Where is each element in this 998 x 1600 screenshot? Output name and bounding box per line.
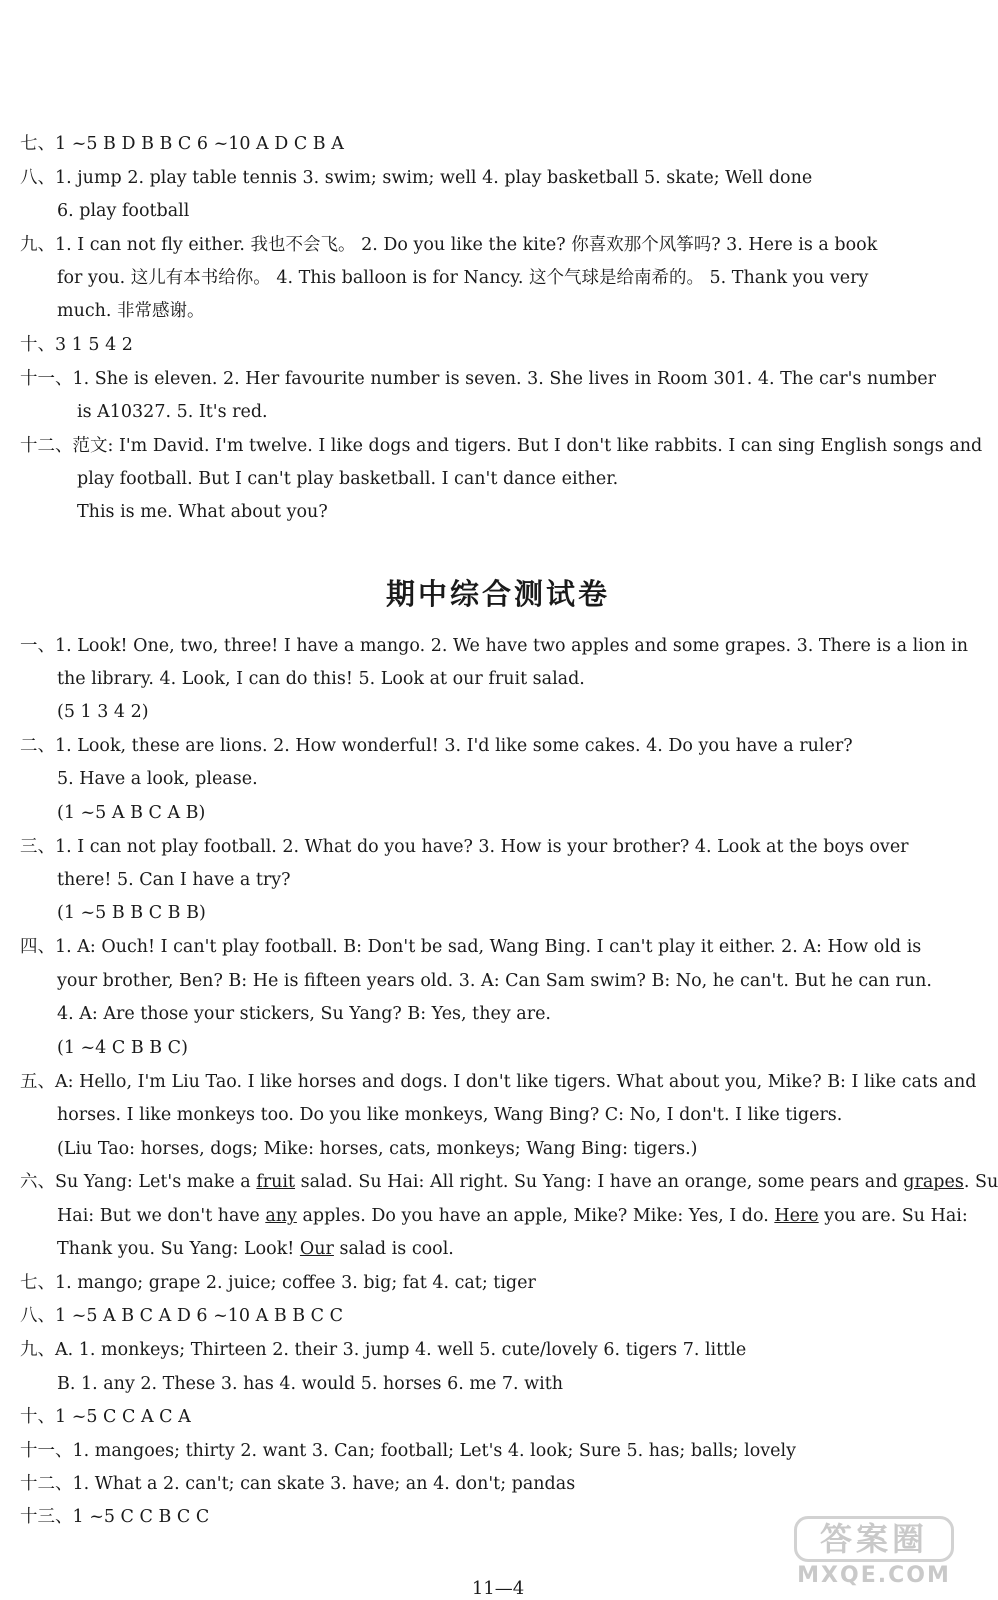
underlined-word: grapes (903, 1172, 964, 1192)
answer-line: 九、1. I can not fly either. 我也不会飞。 2. Do you like the kite? 你喜欢那个风筝吗? 3. Here is a book (20, 235, 878, 255)
answer-line: 十一、1. She is eleven. 2. Her favourite number is seven. 3. She lives in Room 301. 4. The car's number (20, 369, 937, 389)
page-number: 11—4 (471, 1578, 525, 1599)
answer-line: 十、3 1 5 4 2 (20, 335, 133, 355)
answer-line: much. 非常感谢。 (57, 301, 205, 321)
answer-line: 四、1. A: Ouch! I can't play football. B: Don't be sad, Wang Bing. I can't play it either. 2. A: How old is (20, 937, 922, 957)
answer-line: 七、1 ~5 B D B B C 6 ~10 A D C B A (20, 134, 344, 154)
answer-line: the library. 4. Look, I can do this! 5. Look at our fruit salad. (57, 669, 585, 689)
underlined-word: fruit (256, 1172, 296, 1192)
answer-line-section-6-3: Thank you. Su Yang: Look! Our salad is cool. (57, 1239, 454, 1259)
answer-line: 二、1. Look, these are lions. 2. How wonderful! 3. I'd like some cakes. 4. Do you have a ruler? (20, 736, 853, 756)
answer-line: is A10327. 5. It's red. (77, 402, 268, 422)
answer-line: 十二、1. What a 2. can't; can skate 3. have; an 4. don't; pandas (20, 1474, 576, 1494)
answer-line-section-6-1: 六、Su Yang: Let's make a fruit salad. Su Hai: All right. Su Yang: I have an orange, some pears and grapes. Su (20, 1172, 998, 1192)
answer-line: 五、A: Hello, I'm Liu Tao. I like horses and dogs. I don't like tigers. What about you, Mike? B: I like cats and (20, 1072, 977, 1092)
answer-line: 十、1 ~5 C C A C A (20, 1407, 191, 1427)
answer-line: horses. I like monkeys too. Do you like monkeys, Wang Bing? C: No, I don't. I like tigers. (57, 1105, 843, 1125)
answer-line: 一、1. Look! One, two, three! I have a mango. 2. We have two apples and some grapes. 3. There is a lion in (20, 636, 969, 656)
answer-line: for you. 这儿有本书给你。 4. This balloon is for Nancy. 这个气球是给南希的。 5. Thank you very (57, 268, 869, 288)
answer-line: 七、1. mango; grape 2. juice; coffee 3. big; fat 4. cat; tiger (20, 1273, 536, 1293)
answer-line: B. 1. any 2. These 3. has 4. would 5. horses 6. me 7. with (57, 1374, 563, 1394)
answer-line: 十二、范文: I'm David. I'm twelve. I like dogs and tigers. But I don't like rabbits. I can sing English songs and (20, 436, 983, 456)
watermark-logo (774, 1516, 974, 1588)
answer-line: there! 5. Can I have a try? (57, 870, 291, 890)
answer-line: (5 1 3 4 2) (57, 702, 149, 722)
underlined-word: Our (299, 1239, 334, 1259)
answer-line: 5. Have a look, please. (57, 769, 258, 789)
watermark-site-text: MXQE.COM (797, 1563, 951, 1588)
answer-line: 6. play football (57, 201, 190, 221)
answer-line: (Liu Tao: horses, dogs; Mike: horses, cats, monkeys; Wang Bing: tigers.) (57, 1139, 698, 1159)
answer-line: 九、A. 1. monkeys; Thirteen 2. their 3. jump 4. well 5. cute/lovely 6. tigers 7. little (20, 1340, 747, 1360)
section-title: 期中综合测试卷 (385, 577, 610, 611)
answer-line-section-6-2: Hai: But we don't have any apples. Do you have an apple, Mike? Mike: Yes, I do. Here you are. Su Hai: (57, 1206, 968, 1226)
underlined-word: Here (774, 1206, 819, 1226)
answer-line: 4. A: Are those your stickers, Su Yang? B: Yes, they are. (57, 1004, 551, 1024)
answer-line: your brother, Ben? B: He is fifteen years old. 3. A: Can Sam swim? B: No, he can't. But he can run. (57, 971, 932, 991)
answer-line: 八、1 ~5 A B C A D 6 ~10 A B B C C (20, 1306, 344, 1326)
answer-line: (1 ~5 B B C B B) (57, 903, 206, 923)
answer-line: 十一、1. mangoes; thirty 2. want 3. Can; football; Let's 4. look; Sure 5. has; balls; lovely (20, 1441, 796, 1461)
answer-line: 八、1. jump 2. play table tennis 3. swim; swim; well 4. play basketball 5. skate; Well done (20, 168, 813, 188)
underlined-word: any (265, 1206, 297, 1226)
answer-line: 三、1. I can not play football. 2. What do you have? 3. How is your brother? 4. Look at the boys over (20, 837, 909, 857)
answer-line: play football. But I can't play basketball. I can't dance either. (77, 469, 619, 489)
watermark-main-text: 答案圈 (794, 1516, 954, 1562)
answer-line: (1 ~5 A B C A B) (57, 803, 206, 823)
answer-line: 十三、1 ~5 C C B C C (20, 1507, 210, 1527)
answer-line: (1 ~4 C B B C) (57, 1038, 188, 1058)
answer-line: This is me. What about you? (77, 502, 328, 522)
